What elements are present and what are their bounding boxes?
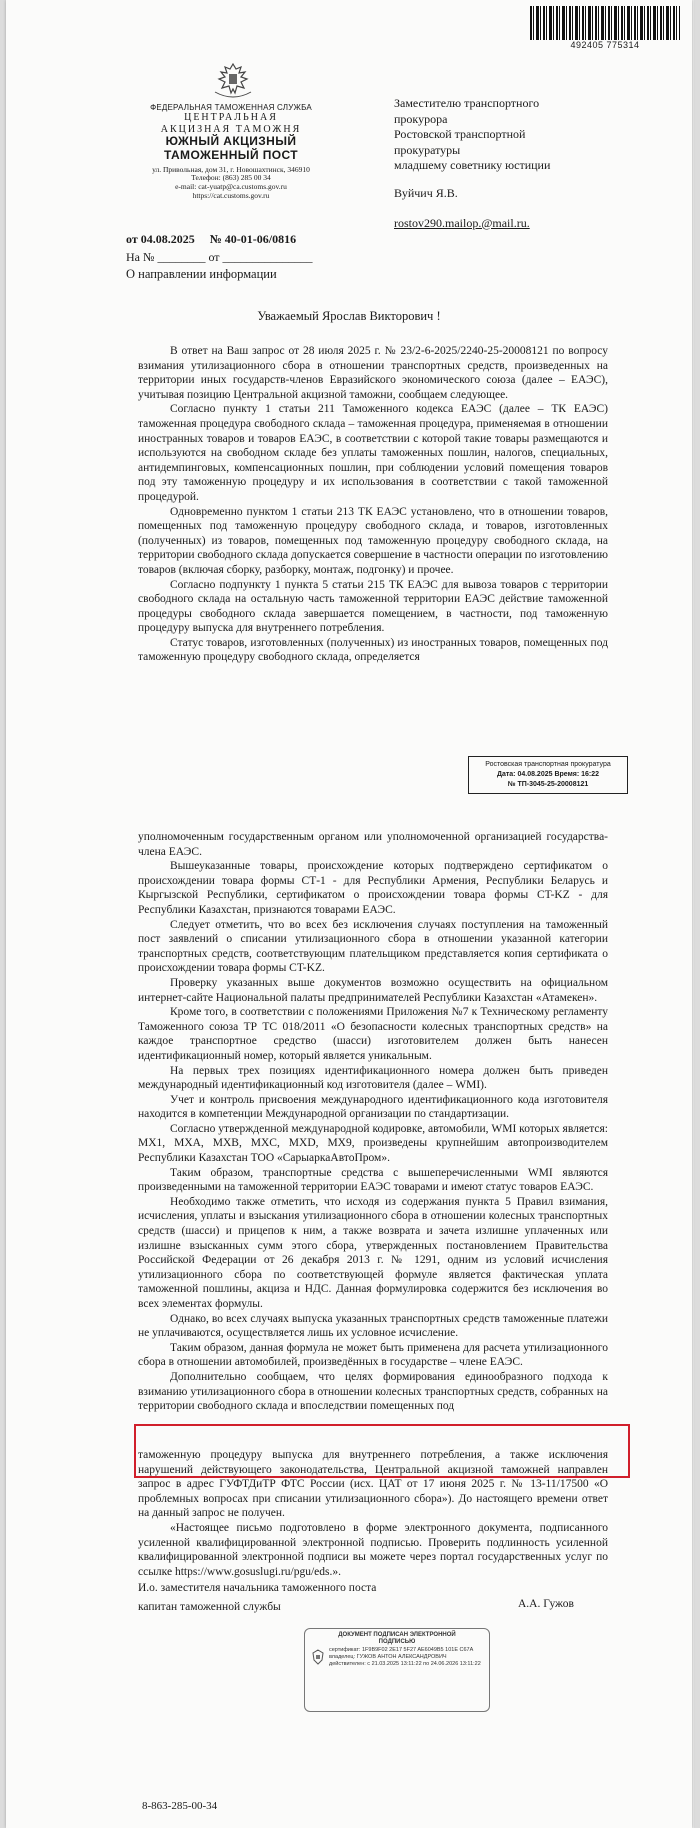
recipient-block: [394, 96, 674, 231]
barcode-number: 492405 775314: [570, 40, 640, 50]
signatory-position-2: капитан таможенной службы: [138, 1601, 281, 1613]
sender-line-1: ФЕДЕРАЛЬНАЯ ТАМОЖЕННАЯ СЛУЖБА: [150, 103, 312, 112]
reference-line: На № ________ от _______________: [126, 250, 313, 264]
page1-body: [138, 344, 608, 665]
scan-right-edge: [694, 0, 700, 1828]
page2-body: [138, 830, 608, 1414]
eds-validity: действителен: с 21.03.2025 13:11:22 по 24.06.2026 13:11:22: [329, 1661, 481, 1667]
sender-line-2: ЦЕНТРАЛЬНАЯ: [184, 112, 278, 124]
paragraph: Вышеуказанные товары, происхождение которых подтверждено сертификатом о происхождении товара формы СТ-1 - для Республики Армения, Республики Беларусь и Кыргызской Республики, сертификатом о происхождении товара формы CT-KZ - для Республики Казахстан, признаются товарами ЕАЭС.: [138, 860, 608, 916]
sender-address-1: ул. Привольная, дом 31, г. Новошахтинск, 346910: [152, 164, 310, 174]
recipient-line-3: Ростовской транспортной: [394, 127, 526, 142]
letter-page: [6, 0, 692, 1828]
document-barcode: [530, 6, 680, 40]
paragraph: Однако, во всех случаях выпуска указанных транспортных средств таможенные платежи не уплачиваются, осуществляется лишь их условное исчисление.: [138, 1312, 608, 1340]
recipient-name: Вуйчич Я.В.: [394, 185, 458, 200]
eds-header-2: ПОДПИСЬЮ: [378, 1639, 416, 1645]
stamp-line-1: Ростовская транспортная прокуратура: [485, 761, 611, 768]
sender-address: [126, 166, 336, 201]
page3-body: [138, 1448, 608, 1579]
sender-website: https://cat.customs.gov.ru: [192, 190, 270, 200]
eds-owner: владелец: ГУЖОВ АНТОН АЛЕКСАНДРОВИЧ: [329, 1654, 447, 1660]
paragraph: «Настоящее письмо подготовлено в форме электронного документа, подписанного усиленной квалифицированной электронной подписью. Проверить подлинность усиленной квалифицированной электронной подписи вы можете через портал государственных услуг по ссылке https://www.gosuslugi.ru/pgu/eds.».: [138, 1521, 608, 1578]
recipient-line-2: прокурора: [394, 111, 448, 126]
customs-emblem-icon: [210, 60, 256, 100]
greeting: Уважаемый Ярослав Викторович !: [257, 309, 441, 323]
sender-block: [126, 103, 336, 200]
paragraph: Учет и контроль присвоения международного идентификационного кода изготовителя находится в компетенции Международной организации по стандартизации.: [138, 1093, 608, 1121]
paragraph: Согласно утвержденной международной кодировке, автомобили, WMI которых является: MX1, MXA, MXB, MXC, MXD, MX9, произведены крупнейшим автопроизводителем Республики Казахстан ТОО «СарыаркаАвтоПром».: [138, 1122, 608, 1165]
eds-header: [305, 1629, 489, 1648]
recipient-email: rostov290.mailop.@mail.ru.: [394, 215, 530, 230]
letter-subject: О направлении информации: [126, 267, 277, 281]
paragraph: Статус товаров, изготовленных (полученных) из иностранных товаров, помещенных под таможенную процедуру свободного склада, определяется: [138, 636, 608, 664]
paragraph: таможенную процедуру выпуска для внутреннего потребления, а также исключения нарушений действующего законодательства, Центральной акцизной таможней направлен запрос в адрес ГУФТДиТР ФТС России (исх. ЦАТ от 17 июня 2025 г. № 13-11/17500 «О проблемных вопросах при списании утилизационного сбора»). До настоящего времени ответ на данный запрос не получен.: [138, 1449, 608, 1520]
registration-number: № 40-01-06/0816: [209, 232, 297, 246]
signatory-position: [138, 1579, 376, 1617]
paragraph: В ответ на Ваш запрос от 28 июля 2025 г. № 23/2-6-2025/2240-25-20008121 по вопросу взимания утилизационного сбора в отношении транспортных средств, произведенных на территории иных государств-членов Евразийского экономического союза (далее – ЕАЭС), учитывая позицию Центральной акцизной таможни, сообщаем следующее.: [138, 345, 608, 401]
paragraph: уполномоченным государственным органом или уполномоченной организацией государства-члена ЕАЭС.: [138, 831, 608, 858]
paragraph: Согласно пункту 1 статьи 211 Таможенного кодекса ЕАЭС (далее – ТК ЕАЭС) таможенная процедура свободного склада – таможенная процедура, применяемая в отношении иностранных товаров и товаров ЕАЭС, в соответствии с которой такие товары размещаются и используются на свободном складе без уплаты таможенных пошлин, налогов, специальных, антидемпинговых, компенсационных пошлин, при соблюдении условий помещения товаров под эту таможенную процедуру и их использования в соответствии с такой таможенной процедурой.: [138, 403, 608, 503]
sender-email: e-mail: cat-yuatp@ca.customs.gov.ru: [175, 182, 287, 192]
signatory-name: А.А. Гужов: [518, 1598, 574, 1610]
sender-line-3: АКЦИЗНАЯ ТАМОЖНЯ: [160, 123, 302, 135]
registration-block: [126, 232, 313, 264]
incoming-registration-stamp: [468, 756, 628, 794]
paragraph: Кроме того, в соответствии с положениями Приложения №7 к Техническому регламенту Таможенного союза ТР ТС 018/2011 «О безопасности колесных транспортных средств» на каждое транспортное средство (шасси) изготовителем должен быть нанесен идентификационный номер, который является уникальным.: [138, 1006, 608, 1062]
eds-details: [329, 1647, 485, 1668]
paragraph: Одновременно пунктом 1 статьи 213 ТК ЕАЭС установлено, что в отношении товаров, помещенных под таможенную процедуру свободного склада, и товаров, изготовленных (полученных) из товаров, помещенных под таможенную процедуру свободного склада, на территории свободного склада допускается совершение в частности операции по изготовлению товаров (включая сборку, разборку, монтаж, подгонку) и прочее.: [138, 505, 609, 576]
paragraph: Необходимо также отметить, что исходя из содержания пункта 5 Правил взимания, исчисления, уплаты и взыскания утилизационного сбора в отношении колесных транспортных средств (шасси) и прицепов к ним, а также возврата и зачета излишне уплаченных или излишне взысканных сумм этого сбора, утвержденных постановлением Правительства Российской Федерации от 26 декабря 2013 г. № 1291, одним из условий исчисления утилизационного сбора по соответствующей формуле является фактическая уплата таможенной пошлины, акциза и НДС. Данная формулировка содержится без исключения во всех элементах формулы.: [138, 1195, 608, 1310]
paragraph: Проверку указанных выше документов возможно осуществить на официальном интернет-сайте Национальной палаты предпринимателей Республики Казахстан «Атамекен».: [138, 976, 608, 1004]
signatory-position-1: И.о. заместителя начальника таможенного поста: [138, 1582, 377, 1594]
sender-phone: Телефон: (863) 285 00 34: [191, 173, 271, 183]
eds-emblem-icon: [311, 1649, 325, 1665]
stamp-line-2: Дата: 04.08.2025 Время: 16:22: [496, 771, 600, 778]
sender-line-5: ТАМОЖЕННЫЙ ПОСТ: [164, 147, 298, 162]
paragraph: Следует отметить, что во всех без исключения случаях поступления на таможенный пост заявлений о списании утилизационного сбора в отношении указанной категории транспортных средств, соответствующим плательщиком представляется копия сертификата о происхождении товара формы CT-KZ.: [138, 918, 608, 975]
registration-date: от 04.08.2025: [126, 232, 195, 246]
highlighted-paragraph: Таким образом, данная формула не может быть применена для расчета утилизационного сбора в отношении автомобилей, произведённых в государстве – члене ЕАЭС.: [138, 1341, 608, 1369]
paragraph: Таким образом, транспортные средства с вышеперечисленными WMI являются произведенными на таможенной территории ЕАЭС товарами и имеют статус товаров ЕАЭС.: [138, 1166, 608, 1194]
electronic-signature-stamp: [304, 1628, 490, 1712]
recipient-line-4: прокуратуры: [394, 142, 461, 157]
eds-certificate: сертификат: 1F9B9F02 2E17 5F27 AE6049B5 101E C67A: [329, 1647, 474, 1653]
paragraph: Дополнительно сообщаем, что целях формирования единообразного подхода к взиманию утилизационного сбора в отношении колесных транспортных средств, собранных на территории свободного склада и впоследствии помещенных под: [138, 1370, 608, 1413]
eds-header-1: ДОКУМЕНТ ПОДПИСАН ЭЛЕКТРОННОЙ: [338, 1632, 456, 1638]
paragraph: На первых трех позициях идентификационного номера должен быть приведен международный идентификационный код изготовителя (далее – WMI).: [138, 1064, 608, 1092]
sender-line-4: ЮЖНЫЙ АКЦИЗНЫЙ: [165, 134, 297, 149]
paragraph: Согласно подпункту 1 пункта 5 статьи 215 ТК ЕАЭС для вывоза товаров с территории свободного склада на остальную часть таможенной территории ЕАЭС действие таможенной процедуры свободного склада завершается помещением, в частности, под таможенную процедуру выпуска для внутреннего потребления.: [138, 578, 608, 635]
recipient-line-5: младшему советнику юстиции: [394, 158, 551, 173]
recipient-line-1: Заместителю транспортного: [394, 96, 540, 110]
stamp-line-3: № ТП-3045-25-20008121: [507, 781, 589, 788]
footer-phone: 8-863-285-00-34: [142, 1800, 218, 1812]
